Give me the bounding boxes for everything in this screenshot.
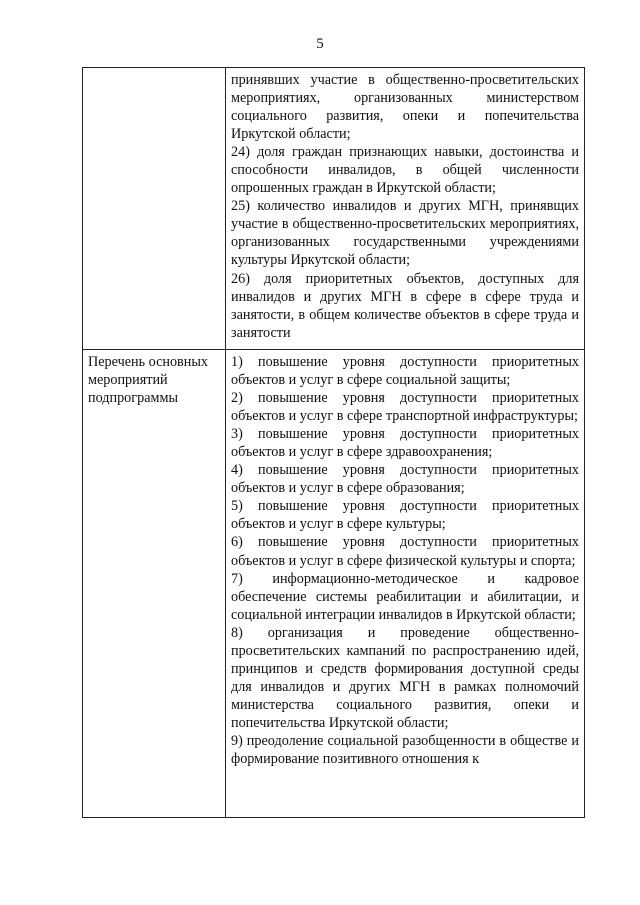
list-item: 4) повышение уровня доступности приоритетных объектов и услуг в сфере образования; [231, 462, 579, 497]
table-row [83, 68, 585, 350]
list-item: принявших участие в общественно-просветительских мероприятиях, организованных министерством социального развития, опеки и попечительства Иркутской области; [231, 72, 579, 143]
row-label: Перечень основных мероприятий подпрограммы [83, 350, 226, 818]
row-content [226, 68, 585, 350]
list-item: 5) повышение уровня доступности приоритетных объектов и услуг в сфере культуры; [231, 498, 579, 533]
row-label [83, 68, 226, 350]
row-content [226, 350, 585, 818]
list-item: 6) повышение уровня доступности приоритетных объектов и услуг в сфере физической культуры и спорта; [231, 534, 579, 569]
list-item: 8) организация и проведение общественно-просветительских кампаний по распространению идей, принципов и средств формирования доступной среды для инвалидов и других МГН в рамках полномочий министерства социального развития, опеки и попечительства Иркутской области; [231, 624, 579, 731]
list-item: 2) повышение уровня доступности приоритетных объектов и услуг в сфере транспортной инфраструктуры; [231, 390, 579, 425]
list-item: 1) повышение уровня доступности приоритетных объектов и услуг в сфере социальной защиты; [231, 354, 579, 389]
list-item: 26) доля приоритетных объектов, доступных для инвалидов и других МГН в сфере в сфере труда и занятости, в общем количестве объектов в сфере труда и занятости [231, 270, 579, 341]
list-item: 24) доля граждан признающих навыки, достоинства и способности инвалидов, в общей численности опрошенных граждан в Иркутской области; [231, 144, 579, 197]
list-item: 9) преодоление социальной разобщенности в обществе и формирование позитивного отношения к [231, 732, 579, 768]
page-number: 5 [316, 36, 324, 52]
list-item: 7) информационно-методическое и кадровое обеспечение системы реабилитации и абилитации, и социальной интеграции инвалидов в Иркутской области; [231, 570, 579, 623]
document-table [82, 67, 585, 818]
table-row [83, 350, 585, 818]
list-item: 25) количество инвалидов и других МГН, принявщих участие в общественно-просветительских мероприятиях, организованных государственными учреждениями культуры Иркутской области; [231, 198, 579, 269]
list-item: 3) повышение уровня доступности приоритетных объектов и услуг в сфере здравоохранения; [231, 426, 579, 461]
